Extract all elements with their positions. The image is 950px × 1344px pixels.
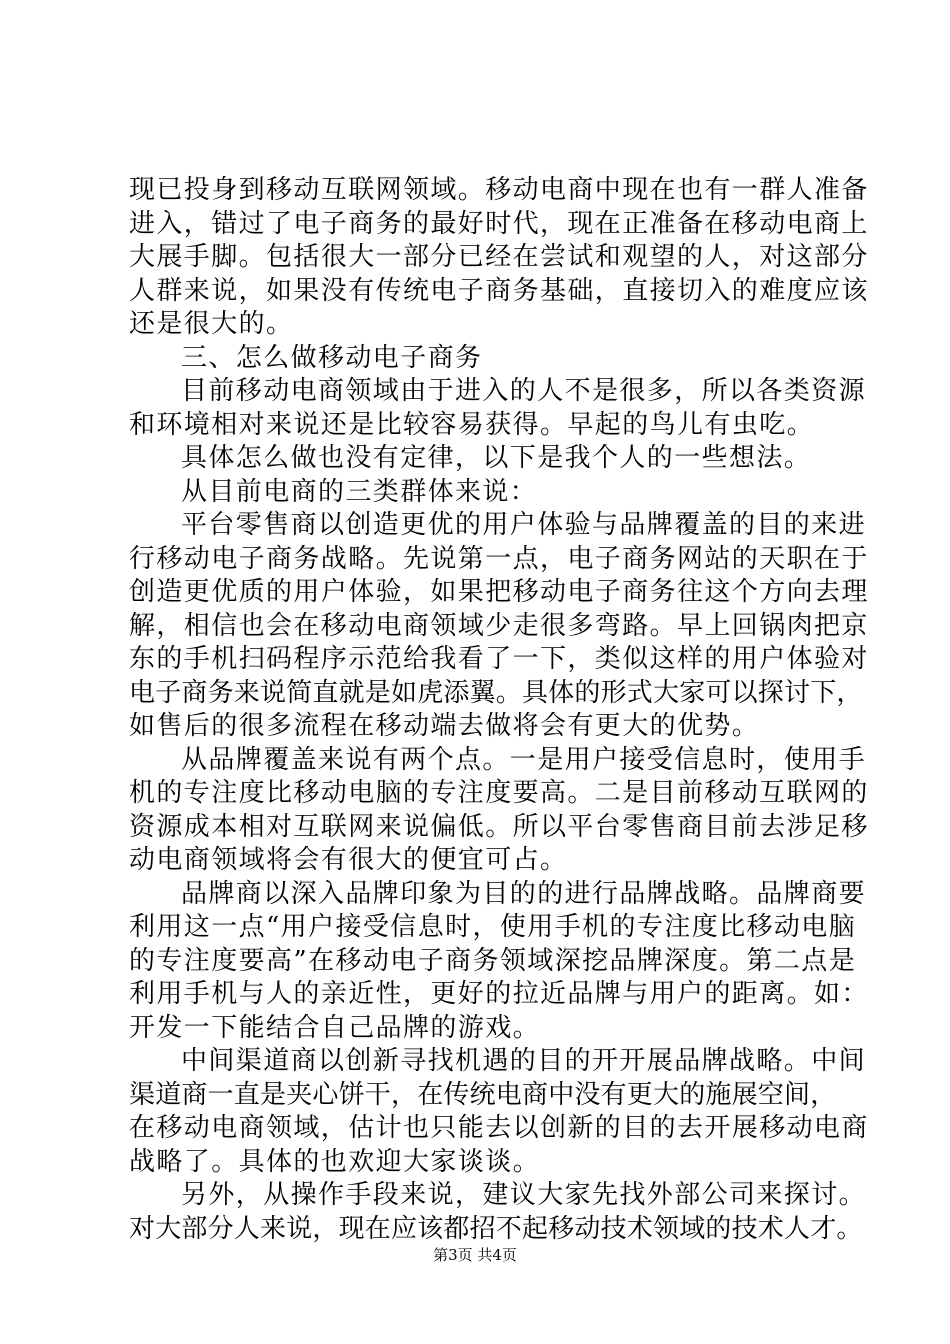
text-line: 渠道商一直是夹心饼干，在传统电商中没有更大的施展空间， <box>129 1079 837 1110</box>
text-line: 行移动电子商务战略。先说第一点，电子商务网站的天职在于 <box>129 543 869 574</box>
text-line: 中间渠道商以创新寻找机遇的目的开开展品牌战略。中间 <box>181 1046 867 1076</box>
text-line: 从目前电商的三类群体来说： <box>181 476 538 507</box>
text-line: 机的专注度比移动电脑的专注度要高。二是目前移动互联网的 <box>129 778 869 808</box>
text-line: 大展手脚。包括很大一部分已经在尝试和观望的人，对这部分 <box>129 242 869 272</box>
text-line: 进入，错过了电子商务的最好时代，现在正准备在移动电商上 <box>129 208 869 239</box>
text-line: 创造更优质的用户体验，如果把移动电子商务往这个方向去理 <box>129 577 869 607</box>
text-line: 东的手机扫码程序示范给我看了一下，类似这样的用户体验对 <box>129 644 869 674</box>
text-line: 如售后的很多流程在移动端去做将会有更大的优势。 <box>129 711 760 741</box>
text-line: 动电商领域将会有很大的便宜可占。 <box>129 845 568 875</box>
text-line: 解，相信也会在移动电商领域少走很多弯路。早上回锅肉把京 <box>129 610 869 641</box>
text-line: 战略了。具体的也欢迎大家谈谈。 <box>129 1146 541 1177</box>
page-footer: 第3页 共4页 <box>433 1246 517 1264</box>
text-line: 和环境相对来说还是比较容易获得。早起的鸟儿有虫吃。 <box>129 409 815 440</box>
text-line: 的专注度要高”在移动电子商务领域深挖品牌深度。第二点是 <box>129 945 857 976</box>
text-line: 利用这一点“用户接受信息时，使用手机的专注度比移动电脑 <box>129 912 857 942</box>
text-line: 目前移动电商领域由于进入的人不是很多，所以各类资源 <box>181 376 867 406</box>
text-line: 人群来说，如果没有传统电子商务基础，直接切入的难度应该 <box>129 275 869 306</box>
text-line: 具体怎么做也没有定律，以下是我个人的一些想法。 <box>181 443 812 473</box>
text-line: 在移动电商领域，估计也只能去以创新的目的去开展移动电商 <box>129 1113 869 1143</box>
text-line: 三、怎么做移动电子商务 <box>181 342 483 373</box>
text-line: 从品牌覆盖来说有两个点。一是用户接受信息时，使用手 <box>181 744 867 775</box>
text-line: 平台零售商以创造更优的用户体验与品牌覆盖的目的来进 <box>181 510 867 540</box>
text-line: 开发一下能结合自己品牌的游戏。 <box>129 1012 541 1043</box>
text-line: 品牌商以深入品牌印象为目的的进行品牌战略。品牌商要 <box>181 878 867 909</box>
text-line: 另外，从操作手段来说，建议大家先找外部公司来探讨。 <box>181 1180 867 1210</box>
body-text <box>129 174 869 1246</box>
text-line: 电子商务来说简直就是如虎添翼。具体的形式大家可以探讨下， <box>129 677 863 708</box>
text-line: 现已投身到移动互联网领域。移动电商中现在也有一群人准备 <box>129 175 869 205</box>
text-line: 还是很大的。 <box>129 309 294 339</box>
text-line: 利用手机与人的亲近性，更好的拉近品牌与用户的距离。如： <box>129 979 869 1009</box>
text-line: 对大部分人来说，现在应该都招不起移动技术领域的技术人才。 <box>129 1213 863 1244</box>
text-line: 资源成本相对互联网来说偏低。所以平台零售商目前去涉足移 <box>129 811 869 842</box>
